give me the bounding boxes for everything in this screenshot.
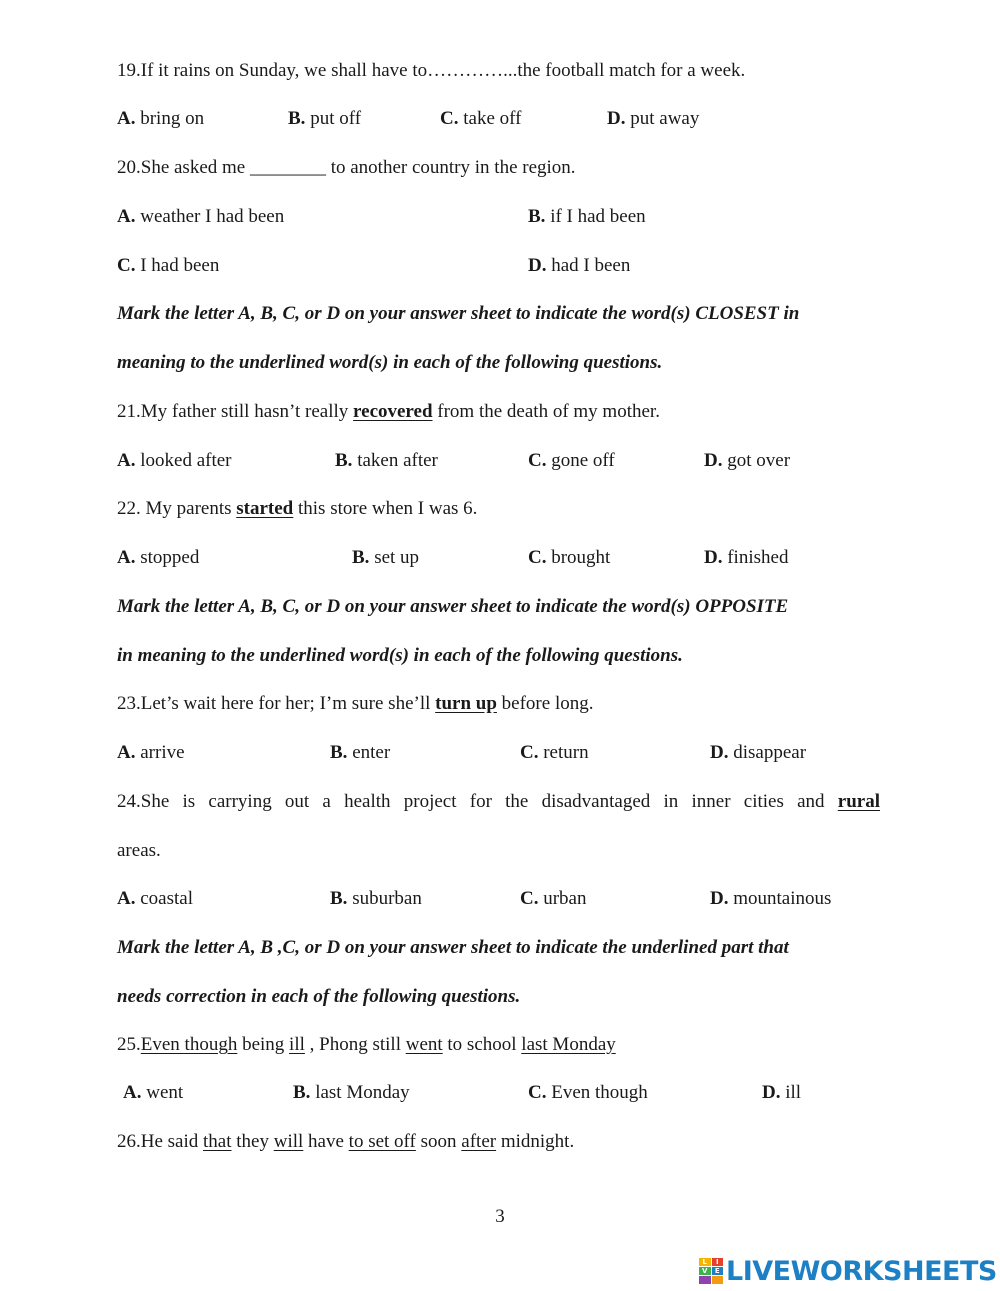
q21-option-b[interactable]: B. taken after <box>335 450 438 471</box>
q21-option-a[interactable]: A. looked after <box>117 450 232 471</box>
q19-option-c[interactable]: C. take off <box>440 108 522 129</box>
liveworksheets-logo[interactable] <box>699 1257 997 1285</box>
q21-option-c[interactable]: C. gone off <box>528 450 615 471</box>
q21-option-d[interactable]: D. got over <box>704 450 791 471</box>
q25-option-b[interactable]: B. last Monday <box>293 1082 410 1103</box>
q23-option-a[interactable]: A. arrive <box>117 742 185 763</box>
q24-option-b[interactable]: B. suburban <box>330 888 422 909</box>
q19-option-b[interactable]: B. put off <box>288 108 362 129</box>
q24-option-d[interactable]: D. mountainous <box>710 888 832 909</box>
liveworksheets-logo-icon <box>699 1258 723 1284</box>
logo-tile-1: L <box>699 1258 711 1266</box>
q25-option-c[interactable]: C. Even though <box>528 1082 648 1103</box>
q25-part-d: ill <box>289 1034 305 1055</box>
section-closest-line1: Mark the letter A, B, C, or D on your answer sheet to indicate the word(s) CLOSEST in <box>117 303 800 324</box>
q22-option-d[interactable]: D. finished <box>704 547 789 568</box>
q25-stem: 25.Even though being ill , Phong still went to school last Monday <box>117 1034 616 1055</box>
q22-option-b[interactable]: B. set up <box>352 547 420 568</box>
q20-option-d[interactable]: D. had I been <box>528 255 631 276</box>
logo-tile-6 <box>712 1276 724 1284</box>
q24-option-c[interactable]: C. urban <box>520 888 587 909</box>
q22-option-c[interactable]: C. brought <box>528 547 611 568</box>
q20-option-c[interactable]: C. I had been <box>117 255 220 276</box>
q26-part-3: to set off <box>348 1131 416 1152</box>
section-correction-line2: needs correction in each of the following questions. <box>117 986 521 1007</box>
section-opposite-line2: in meaning to the underlined word(s) in each of the following questions. <box>117 645 683 666</box>
q23-underlined-word: turn up <box>435 693 497 714</box>
q22-underlined-word: started <box>236 498 294 519</box>
logo-tile-5 <box>699 1276 711 1284</box>
section-closest-line2: meaning to the underlined word(s) in each of the following questions. <box>117 352 663 373</box>
q23-option-c[interactable]: C. return <box>520 742 589 763</box>
liveworksheets-wordmark: LIVEWORKSHEETS <box>726 1255 997 1287</box>
q26-part-4: after <box>461 1131 497 1152</box>
logo-tile-4: E <box>712 1267 724 1275</box>
q24-underlined-word: rural <box>837 791 880 812</box>
q22-stem: 22. My parents started this store when I was 6. <box>117 498 478 519</box>
q19-option-d[interactable]: D. put away <box>607 108 700 129</box>
logo-tile-2: I <box>712 1258 724 1266</box>
q24-stem-line1: 24.She is carrying out a health project for the disadvantaged in inner cities and rural <box>117 791 880 812</box>
section-opposite-line1: Mark the letter A, B, C, or D on your answer sheet to indicate the word(s) OPPOSITE <box>117 596 789 617</box>
q25-option-a[interactable]: A. went <box>123 1082 184 1103</box>
q19-stem: 19.If it rains on Sunday, we shall have to…………...the football match for a week. <box>117 60 746 81</box>
q25-part-a: went <box>405 1034 443 1055</box>
q24-stem-line2: areas. <box>117 840 161 861</box>
q25-part-b: last Monday <box>521 1034 616 1055</box>
q20-option-a[interactable]: A. weather I had been <box>117 206 285 227</box>
q21-stem: 21.My father still hasn’t really recovered from the death of my mother. <box>117 401 660 422</box>
q25-part-c: Even though <box>140 1034 238 1055</box>
section-correction-line1: Mark the letter A, B ,C, or D on your answer sheet to indicate the underlined part that <box>117 937 789 958</box>
q25-option-d[interactable]: D. ill <box>762 1082 802 1103</box>
q23-stem: 23.Let’s wait here for her; I’m sure she’ll turn up before long. <box>117 693 594 714</box>
q26-part-2: will <box>273 1131 304 1152</box>
q19-option-a[interactable]: A. bring on <box>117 108 205 129</box>
q22-option-a[interactable]: A. stopped <box>117 547 200 568</box>
q20-option-b[interactable]: B. if I had been <box>528 206 646 227</box>
q26-stem: 26.He said that they will have to set off soon after midnight. <box>117 1131 575 1152</box>
q23-option-b[interactable]: B. enter <box>330 742 391 763</box>
q26-part-1: that <box>203 1131 232 1152</box>
logo-tile-3: V <box>699 1267 711 1275</box>
q20-stem: 20.She asked me ________ to another country in the region. <box>117 157 576 178</box>
q24-option-a[interactable]: A. coastal <box>117 888 193 909</box>
page-number: 3 <box>495 1206 505 1227</box>
q21-underlined-word: recovered <box>353 401 433 422</box>
q23-option-d[interactable]: D. disappear <box>710 742 807 763</box>
